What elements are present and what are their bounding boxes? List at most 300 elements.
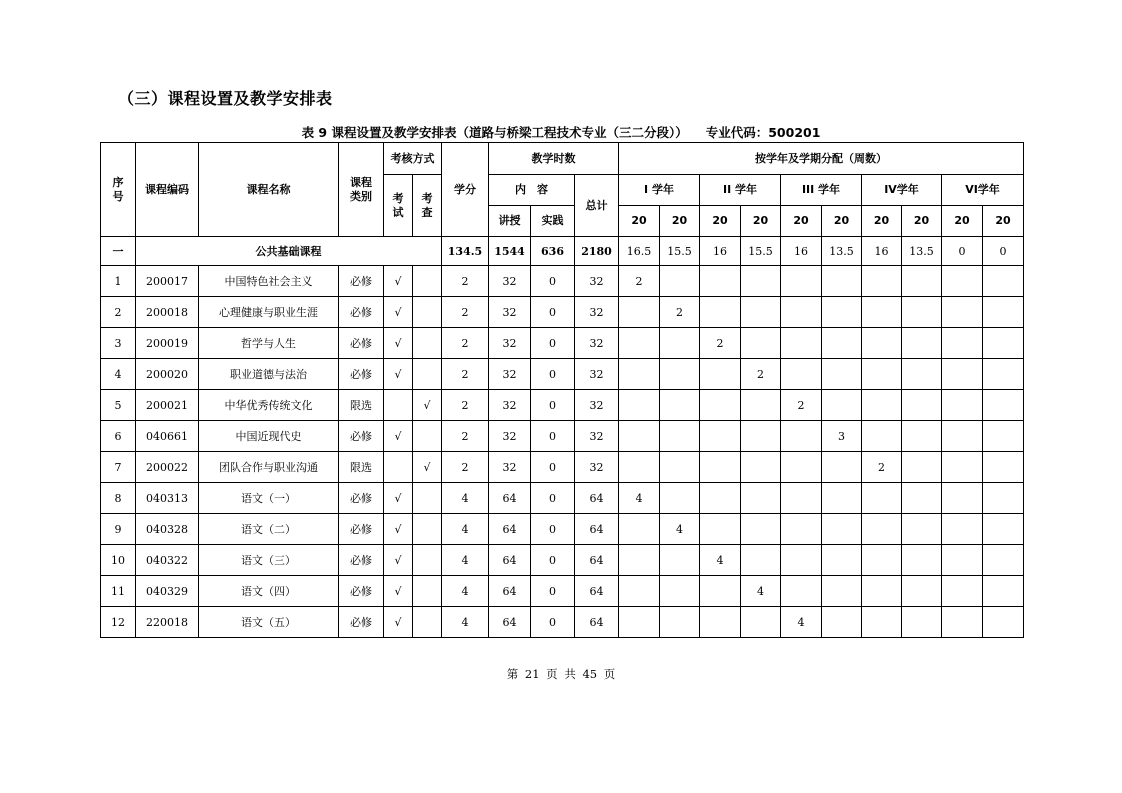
row-semester-weeks xyxy=(862,576,902,607)
row-course-code: 040661 xyxy=(136,421,199,452)
row-semester-weeks xyxy=(942,545,983,576)
table-row xyxy=(101,452,1024,483)
row-total-hours: 32 xyxy=(575,328,619,359)
row-semester-weeks xyxy=(983,607,1024,638)
row-semester-weeks xyxy=(862,514,902,545)
row-semester-weeks xyxy=(983,297,1024,328)
row-semester-weeks xyxy=(902,514,942,545)
row-semester-weeks xyxy=(781,483,822,514)
row-seq: 12 xyxy=(101,607,136,638)
category-week: 15.5 xyxy=(741,237,781,266)
header-week: 20 xyxy=(700,206,741,237)
row-check-mark xyxy=(413,359,442,390)
row-semester-weeks xyxy=(700,390,741,421)
row-exam-mark: √ xyxy=(384,576,413,607)
row-semester-weeks xyxy=(660,359,700,390)
table-row xyxy=(101,328,1024,359)
row-semester-weeks xyxy=(741,297,781,328)
row-course-type: 必修 xyxy=(339,483,384,514)
row-course-type: 必修 xyxy=(339,514,384,545)
category-credit: 134.5 xyxy=(442,237,489,266)
row-semester-weeks xyxy=(822,576,862,607)
row-seq: 1 xyxy=(101,266,136,297)
category-week: 13.5 xyxy=(822,237,862,266)
header-week: 20 xyxy=(822,206,862,237)
row-practice-hours: 0 xyxy=(531,297,575,328)
header-name: 课程名称 xyxy=(199,143,339,237)
row-check-mark xyxy=(413,266,442,297)
row-exam-mark: √ xyxy=(384,328,413,359)
header-credit: 学分 xyxy=(442,143,489,237)
course-schedule-table xyxy=(100,142,1024,638)
row-lecture-hours: 32 xyxy=(489,452,531,483)
row-course-name: 语文（三） xyxy=(199,545,339,576)
category-week: 15.5 xyxy=(660,237,700,266)
row-semester-weeks xyxy=(822,514,862,545)
row-exam-mark: √ xyxy=(384,266,413,297)
row-semester-weeks: 2 xyxy=(862,452,902,483)
table-row xyxy=(101,514,1024,545)
row-practice-hours: 0 xyxy=(531,607,575,638)
row-semester-weeks xyxy=(741,545,781,576)
row-semester-weeks: 4 xyxy=(660,514,700,545)
row-semester-weeks xyxy=(619,452,660,483)
row-practice-hours: 0 xyxy=(531,266,575,297)
row-semester-weeks xyxy=(902,576,942,607)
row-semester-weeks xyxy=(822,266,862,297)
row-semester-weeks xyxy=(660,576,700,607)
row-lecture-hours: 32 xyxy=(489,390,531,421)
row-semester-weeks xyxy=(619,576,660,607)
header-distribution: 按学年及学期分配（周数） xyxy=(619,143,1024,175)
row-seq: 4 xyxy=(101,359,136,390)
row-semester-weeks xyxy=(902,297,942,328)
row-exam-mark: √ xyxy=(384,359,413,390)
header-week: 20 xyxy=(619,206,660,237)
header-hours: 教学时数 xyxy=(489,143,619,175)
row-semester-weeks xyxy=(619,328,660,359)
row-semester-weeks: 4 xyxy=(619,483,660,514)
row-semester-weeks xyxy=(822,328,862,359)
row-credit: 2 xyxy=(442,266,489,297)
row-semester-weeks xyxy=(741,328,781,359)
row-semester-weeks xyxy=(983,452,1024,483)
row-course-code: 200020 xyxy=(136,359,199,390)
row-semester-weeks xyxy=(983,390,1024,421)
header-week: 20 xyxy=(781,206,822,237)
row-semester-weeks xyxy=(741,266,781,297)
row-course-code: 200017 xyxy=(136,266,199,297)
header-week: 20 xyxy=(660,206,700,237)
table-row xyxy=(101,266,1024,297)
category-name: 公共基础课程 xyxy=(136,237,442,266)
row-semester-weeks xyxy=(902,421,942,452)
header-year-5: VI学年 xyxy=(942,175,1024,206)
row-seq: 3 xyxy=(101,328,136,359)
row-course-code: 040322 xyxy=(136,545,199,576)
row-semester-weeks xyxy=(822,359,862,390)
row-seq: 6 xyxy=(101,421,136,452)
row-semester-weeks xyxy=(822,483,862,514)
category-week: 16 xyxy=(700,237,741,266)
row-total-hours: 32 xyxy=(575,359,619,390)
row-seq: 10 xyxy=(101,545,136,576)
row-course-code: 040313 xyxy=(136,483,199,514)
table-row xyxy=(101,421,1024,452)
header-year-4: IV学年 xyxy=(862,175,942,206)
row-semester-weeks xyxy=(700,421,741,452)
row-course-type: 必修 xyxy=(339,328,384,359)
row-practice-hours: 0 xyxy=(531,421,575,452)
row-credit: 4 xyxy=(442,576,489,607)
header-exam: 考试 xyxy=(384,175,413,237)
row-semester-weeks xyxy=(781,266,822,297)
row-semester-weeks xyxy=(902,266,942,297)
row-exam-mark xyxy=(384,452,413,483)
row-semester-weeks xyxy=(660,607,700,638)
row-seq: 2 xyxy=(101,297,136,328)
row-total-hours: 64 xyxy=(575,483,619,514)
table-title: 表 9 课程设置及教学安排表（道路与桥梁工程技术专业（三二分段）） xyxy=(301,125,688,140)
row-semester-weeks xyxy=(902,359,942,390)
row-total-hours: 32 xyxy=(575,297,619,328)
row-practice-hours: 0 xyxy=(531,452,575,483)
row-semester-weeks xyxy=(619,514,660,545)
table-caption xyxy=(100,123,1022,141)
row-course-type: 必修 xyxy=(339,421,384,452)
row-semester-weeks xyxy=(983,545,1024,576)
row-semester-weeks xyxy=(619,359,660,390)
header-week: 20 xyxy=(862,206,902,237)
header-year-2: II 学年 xyxy=(700,175,781,206)
row-semester-weeks: 2 xyxy=(741,359,781,390)
row-practice-hours: 0 xyxy=(531,514,575,545)
row-semester-weeks xyxy=(902,328,942,359)
row-semester-weeks xyxy=(781,452,822,483)
row-semester-weeks xyxy=(781,514,822,545)
row-lecture-hours: 32 xyxy=(489,359,531,390)
header-week: 20 xyxy=(983,206,1024,237)
row-semester-weeks xyxy=(862,390,902,421)
row-semester-weeks xyxy=(983,359,1024,390)
row-semester-weeks xyxy=(619,545,660,576)
row-semester-weeks xyxy=(619,421,660,452)
row-check-mark xyxy=(413,545,442,576)
row-exam-mark: √ xyxy=(384,514,413,545)
row-semester-weeks xyxy=(942,421,983,452)
row-course-name: 职业道德与法治 xyxy=(199,359,339,390)
row-semester-weeks xyxy=(660,390,700,421)
header-check: 考查 xyxy=(413,175,442,237)
row-semester-weeks xyxy=(942,266,983,297)
row-lecture-hours: 64 xyxy=(489,607,531,638)
row-semester-weeks xyxy=(862,266,902,297)
category-week: 0 xyxy=(942,237,983,266)
row-semester-weeks xyxy=(660,421,700,452)
row-check-mark xyxy=(413,328,442,359)
row-semester-weeks xyxy=(862,328,902,359)
row-semester-weeks xyxy=(660,483,700,514)
row-check-mark xyxy=(413,421,442,452)
header-seq: 序号 xyxy=(101,143,136,237)
major-code: 专业代码：500201 xyxy=(705,125,821,140)
row-semester-weeks: 2 xyxy=(660,297,700,328)
row-lecture-hours: 64 xyxy=(489,576,531,607)
row-semester-weeks xyxy=(942,359,983,390)
category-practice: 636 xyxy=(531,237,575,266)
row-course-name: 心理健康与职业生涯 xyxy=(199,297,339,328)
category-row xyxy=(101,237,1024,266)
header-lecture: 讲授 xyxy=(489,206,531,237)
table-row xyxy=(101,483,1024,514)
row-semester-weeks xyxy=(902,483,942,514)
row-practice-hours: 0 xyxy=(531,390,575,421)
row-exam-mark xyxy=(384,390,413,421)
row-seq: 8 xyxy=(101,483,136,514)
row-check-mark xyxy=(413,576,442,607)
row-lecture-hours: 64 xyxy=(489,545,531,576)
row-credit: 2 xyxy=(442,359,489,390)
row-semester-weeks xyxy=(741,421,781,452)
row-semester-weeks xyxy=(942,576,983,607)
row-semester-weeks: 4 xyxy=(700,545,741,576)
row-semester-weeks xyxy=(862,545,902,576)
category-total: 2180 xyxy=(575,237,619,266)
row-semester-weeks xyxy=(942,452,983,483)
table-row xyxy=(101,359,1024,390)
row-semester-weeks xyxy=(862,483,902,514)
row-semester-weeks xyxy=(862,297,902,328)
row-semester-weeks xyxy=(619,297,660,328)
row-course-type: 限选 xyxy=(339,452,384,483)
category-week: 13.5 xyxy=(902,237,942,266)
row-credit: 2 xyxy=(442,297,489,328)
row-semester-weeks xyxy=(660,328,700,359)
row-course-code: 040329 xyxy=(136,576,199,607)
row-semester-weeks xyxy=(983,514,1024,545)
header-year-1: I 学年 xyxy=(619,175,700,206)
row-course-type: 必修 xyxy=(339,545,384,576)
row-lecture-hours: 32 xyxy=(489,328,531,359)
row-semester-weeks xyxy=(983,483,1024,514)
row-total-hours: 32 xyxy=(575,390,619,421)
header-exam-method: 考核方式 xyxy=(384,143,442,175)
row-exam-mark: √ xyxy=(384,607,413,638)
row-semester-weeks xyxy=(902,545,942,576)
row-seq: 9 xyxy=(101,514,136,545)
row-lecture-hours: 32 xyxy=(489,297,531,328)
row-lecture-hours: 32 xyxy=(489,266,531,297)
row-total-hours: 32 xyxy=(575,421,619,452)
header-week: 20 xyxy=(942,206,983,237)
row-course-type: 必修 xyxy=(339,607,384,638)
row-semester-weeks xyxy=(902,452,942,483)
row-semester-weeks xyxy=(741,390,781,421)
row-course-name: 中国近现代史 xyxy=(199,421,339,452)
row-semester-weeks xyxy=(983,266,1024,297)
header-year-3: III 学年 xyxy=(781,175,862,206)
row-semester-weeks xyxy=(741,452,781,483)
row-check-mark xyxy=(413,483,442,514)
row-practice-hours: 0 xyxy=(531,483,575,514)
row-semester-weeks xyxy=(700,483,741,514)
header-week: 20 xyxy=(902,206,942,237)
category-week: 16 xyxy=(862,237,902,266)
row-semester-weeks xyxy=(862,421,902,452)
row-exam-mark: √ xyxy=(384,545,413,576)
row-semester-weeks xyxy=(781,359,822,390)
row-practice-hours: 0 xyxy=(531,359,575,390)
row-credit: 2 xyxy=(442,390,489,421)
row-semester-weeks xyxy=(619,607,660,638)
row-exam-mark: √ xyxy=(384,297,413,328)
section-heading: （三）课程设置及教学安排表 xyxy=(118,89,333,108)
row-total-hours: 64 xyxy=(575,514,619,545)
table-row xyxy=(101,576,1024,607)
row-semester-weeks xyxy=(700,452,741,483)
row-semester-weeks xyxy=(902,607,942,638)
row-semester-weeks xyxy=(700,266,741,297)
row-exam-mark: √ xyxy=(384,483,413,514)
category-seq: 一 xyxy=(101,237,136,266)
row-semester-weeks xyxy=(700,514,741,545)
row-semester-weeks xyxy=(741,483,781,514)
page-footer: 第 21 页 共 45 页 xyxy=(506,667,616,681)
row-semester-weeks: 2 xyxy=(781,390,822,421)
row-check-mark: √ xyxy=(413,452,442,483)
row-lecture-hours: 32 xyxy=(489,421,531,452)
row-check-mark xyxy=(413,297,442,328)
header-content: 内 容 xyxy=(489,175,575,206)
row-semester-weeks xyxy=(902,390,942,421)
row-course-name: 语文（二） xyxy=(199,514,339,545)
row-check-mark: √ xyxy=(413,390,442,421)
row-course-type: 必修 xyxy=(339,576,384,607)
row-semester-weeks xyxy=(822,607,862,638)
row-semester-weeks xyxy=(942,328,983,359)
row-course-name: 语文（四） xyxy=(199,576,339,607)
row-semester-weeks xyxy=(700,359,741,390)
row-semester-weeks xyxy=(660,452,700,483)
row-semester-weeks xyxy=(741,514,781,545)
row-check-mark xyxy=(413,514,442,545)
row-semester-weeks xyxy=(942,483,983,514)
row-practice-hours: 0 xyxy=(531,545,575,576)
row-semester-weeks xyxy=(741,607,781,638)
row-course-code: 220018 xyxy=(136,607,199,638)
row-course-name: 语文（五） xyxy=(199,607,339,638)
row-semester-weeks xyxy=(700,297,741,328)
row-seq: 7 xyxy=(101,452,136,483)
row-semester-weeks xyxy=(781,576,822,607)
row-lecture-hours: 64 xyxy=(489,483,531,514)
header-practice: 实践 xyxy=(531,206,575,237)
row-credit: 4 xyxy=(442,514,489,545)
header-type: 课程类别 xyxy=(339,143,384,237)
row-semester-weeks xyxy=(862,607,902,638)
row-exam-mark: √ xyxy=(384,421,413,452)
row-course-code: 200018 xyxy=(136,297,199,328)
table-row xyxy=(101,390,1024,421)
row-semester-weeks xyxy=(781,421,822,452)
row-total-hours: 64 xyxy=(575,576,619,607)
row-semester-weeks xyxy=(983,328,1024,359)
row-credit: 4 xyxy=(442,607,489,638)
row-semester-weeks xyxy=(822,545,862,576)
row-semester-weeks: 4 xyxy=(741,576,781,607)
category-lecture: 1544 xyxy=(489,237,531,266)
row-total-hours: 64 xyxy=(575,607,619,638)
row-semester-weeks: 2 xyxy=(700,328,741,359)
row-lecture-hours: 64 xyxy=(489,514,531,545)
row-course-code: 200021 xyxy=(136,390,199,421)
row-semester-weeks xyxy=(983,576,1024,607)
row-semester-weeks: 3 xyxy=(822,421,862,452)
row-seq: 5 xyxy=(101,390,136,421)
row-course-name: 语文（一） xyxy=(199,483,339,514)
row-credit: 4 xyxy=(442,545,489,576)
row-semester-weeks xyxy=(619,390,660,421)
row-semester-weeks xyxy=(983,421,1024,452)
row-credit: 4 xyxy=(442,483,489,514)
row-semester-weeks xyxy=(822,297,862,328)
row-check-mark xyxy=(413,607,442,638)
row-total-hours: 32 xyxy=(575,266,619,297)
header-total: 总计 xyxy=(575,175,619,237)
row-semester-weeks xyxy=(942,390,983,421)
table-row xyxy=(101,297,1024,328)
row-semester-weeks xyxy=(700,607,741,638)
category-week: 16.5 xyxy=(619,237,660,266)
row-total-hours: 64 xyxy=(575,545,619,576)
row-course-code: 200022 xyxy=(136,452,199,483)
row-semester-weeks: 2 xyxy=(619,266,660,297)
row-practice-hours: 0 xyxy=(531,328,575,359)
table-row xyxy=(101,607,1024,638)
table-row xyxy=(101,545,1024,576)
row-semester-weeks xyxy=(781,297,822,328)
row-course-name: 中国特色社会主义 xyxy=(199,266,339,297)
row-semester-weeks xyxy=(781,545,822,576)
row-semester-weeks xyxy=(942,514,983,545)
row-semester-weeks xyxy=(942,297,983,328)
row-credit: 2 xyxy=(442,452,489,483)
row-semester-weeks xyxy=(942,607,983,638)
header-week: 20 xyxy=(741,206,781,237)
row-course-code: 040328 xyxy=(136,514,199,545)
row-practice-hours: 0 xyxy=(531,576,575,607)
row-semester-weeks xyxy=(660,545,700,576)
row-semester-weeks xyxy=(660,266,700,297)
row-semester-weeks xyxy=(862,359,902,390)
row-course-type: 必修 xyxy=(339,297,384,328)
row-course-code: 200019 xyxy=(136,328,199,359)
row-total-hours: 32 xyxy=(575,452,619,483)
row-semester-weeks: 4 xyxy=(781,607,822,638)
row-semester-weeks xyxy=(781,328,822,359)
category-week: 16 xyxy=(781,237,822,266)
row-semester-weeks xyxy=(822,390,862,421)
category-week: 0 xyxy=(983,237,1024,266)
row-semester-weeks xyxy=(700,576,741,607)
header-code: 课程编码 xyxy=(136,143,199,237)
row-course-type: 必修 xyxy=(339,359,384,390)
row-course-name: 中华优秀传统文化 xyxy=(199,390,339,421)
row-course-name: 哲学与人生 xyxy=(199,328,339,359)
row-seq: 11 xyxy=(101,576,136,607)
row-course-type: 限选 xyxy=(339,390,384,421)
row-credit: 2 xyxy=(442,328,489,359)
